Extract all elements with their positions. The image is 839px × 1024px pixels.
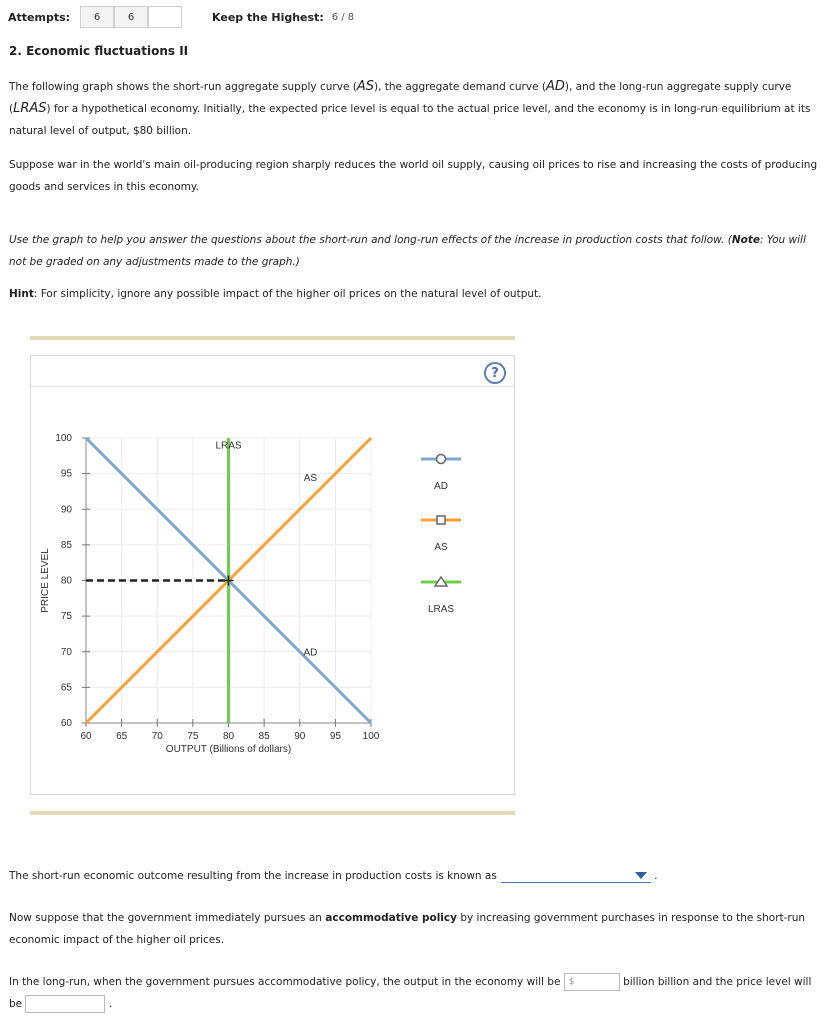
curve-label-ad: AD [303, 647, 318, 659]
y-tick-label: 100 [55, 433, 72, 444]
x-tick-label: 95 [329, 731, 341, 742]
price-level-input[interactable] [25, 995, 105, 1013]
hint-paragraph [9, 283, 824, 305]
q2-bold: accommodative policy [325, 912, 457, 924]
y-tick-label: 70 [60, 646, 72, 658]
p1-lras-term: LRAS [13, 101, 47, 116]
q1-text: The short-run economic outcome resulting from the increase in production costs is known as [9, 870, 497, 882]
x-tick-label: 60 [80, 731, 92, 742]
legend-label-as: AS [434, 542, 448, 553]
y-tick-label: 75 [60, 611, 72, 623]
hint-label: Hint [9, 288, 34, 300]
dollar-prefix: $ [568, 977, 575, 987]
note-label: Note [731, 234, 760, 246]
y-axis-label: PRICE LEVEL [40, 548, 51, 613]
y-tick-label: 85 [60, 539, 72, 551]
x-tick-label: 75 [187, 731, 199, 742]
chart-svg[interactable] [31, 356, 516, 796]
p3-text-b: : You will not be graded on any adjustments made to the graph.) [9, 234, 806, 268]
y-tick-label: 65 [60, 682, 72, 694]
attempts-bar [8, 6, 354, 28]
p1-text-a: The following graph shows the short-run aggregate supply curve ( [9, 81, 357, 93]
y-tick-label: 80 [60, 575, 72, 587]
intro-paragraph [9, 76, 824, 142]
keep-highest-label: Keep the Highest: [212, 10, 324, 24]
curve-label-as: AS [303, 472, 318, 484]
x-tick-label: 80 [222, 731, 235, 742]
separator-top [30, 336, 515, 340]
attempt-box-2: 6 [114, 6, 148, 28]
attempt-box-1: 6 [80, 6, 114, 28]
p1-text-c: ), and the long-run aggregate supply curve ( [9, 81, 792, 115]
instruction-paragraph [9, 229, 824, 273]
x-tick-label: 90 [294, 731, 306, 742]
keep-highest-value: 6 / 8 [331, 11, 355, 23]
hint-text: : For simplicity, ignore any possible impact of the higher oil prices on the natural level of output. [33, 288, 542, 300]
separator-bottom [30, 811, 515, 815]
curve-label-lras: LRAS [215, 440, 242, 452]
legend-label-ad: AD [434, 481, 448, 492]
p1-text-d: ) for a hypothetical economy. Initially, the expected price level is equal to the actual price level, and the economy is in long-run equilibrium at its natural level of output, $80 billion. [9, 103, 811, 137]
y-tick-label: 60 [60, 718, 72, 729]
p1-ad-term: AD [545, 79, 565, 94]
chevron-down-icon[interactable] [635, 872, 647, 879]
question-3: In the long-run, when the government pursues accommodative policy, the output in the economy will be $ billion billion and the price level will be . [9, 971, 824, 1015]
legend-label-lras: LRAS [427, 604, 455, 615]
graph-panel[interactable] [30, 355, 515, 795]
p1-as-term: AS [356, 79, 374, 94]
p3-text-a: Use the graph to help you answer the questions about the short-run and long-run effects of the increase in production costs that follow. ( [9, 234, 732, 246]
question-title: 2. Economic fluctuations II [9, 44, 189, 58]
y-tick-label: 95 [60, 468, 72, 480]
x-axis-label: OUTPUT (Billions of dollars) [165, 744, 292, 755]
attempts-label: Attempts: [8, 10, 71, 24]
x-tick-label: 100 [362, 731, 380, 742]
question-1: The short-run economic outcome resulting from the increase in production costs is known as . [9, 870, 658, 882]
x-tick-label: 85 [258, 731, 270, 742]
x-tick-label: 70 [151, 731, 163, 742]
attempt-box-3 [148, 6, 182, 28]
x-tick-label: 65 [116, 731, 128, 742]
q2-text-a: Now suppose that the government immediately pursues an [9, 912, 326, 924]
q2-text-b: by increasing government purchases in response to the short-run economic impact of the higher oil prices. [9, 912, 806, 946]
outcome-dropdown[interactable] [501, 869, 651, 883]
q3-text-a: In the long-run, when the government pursues accommodative policy, the output in the economy will be [9, 976, 561, 988]
help-icon[interactable]: ? [484, 362, 506, 384]
output-input[interactable] [564, 973, 620, 991]
question-2 [9, 907, 824, 951]
scenario-paragraph: Suppose war in the world's main oil-producing region sharply reduces the world oil supply, causing oil prices to rise and increasing the costs of producing goods and services in this economy. [9, 159, 818, 193]
y-tick-label: 90 [60, 504, 72, 516]
circle-marker-icon [437, 455, 446, 464]
q3-text-b: billion billion and the price level will be [9, 976, 812, 1010]
p1-text-b: ), the aggregate demand curve ( [374, 81, 546, 93]
square-marker-icon [437, 516, 445, 524]
